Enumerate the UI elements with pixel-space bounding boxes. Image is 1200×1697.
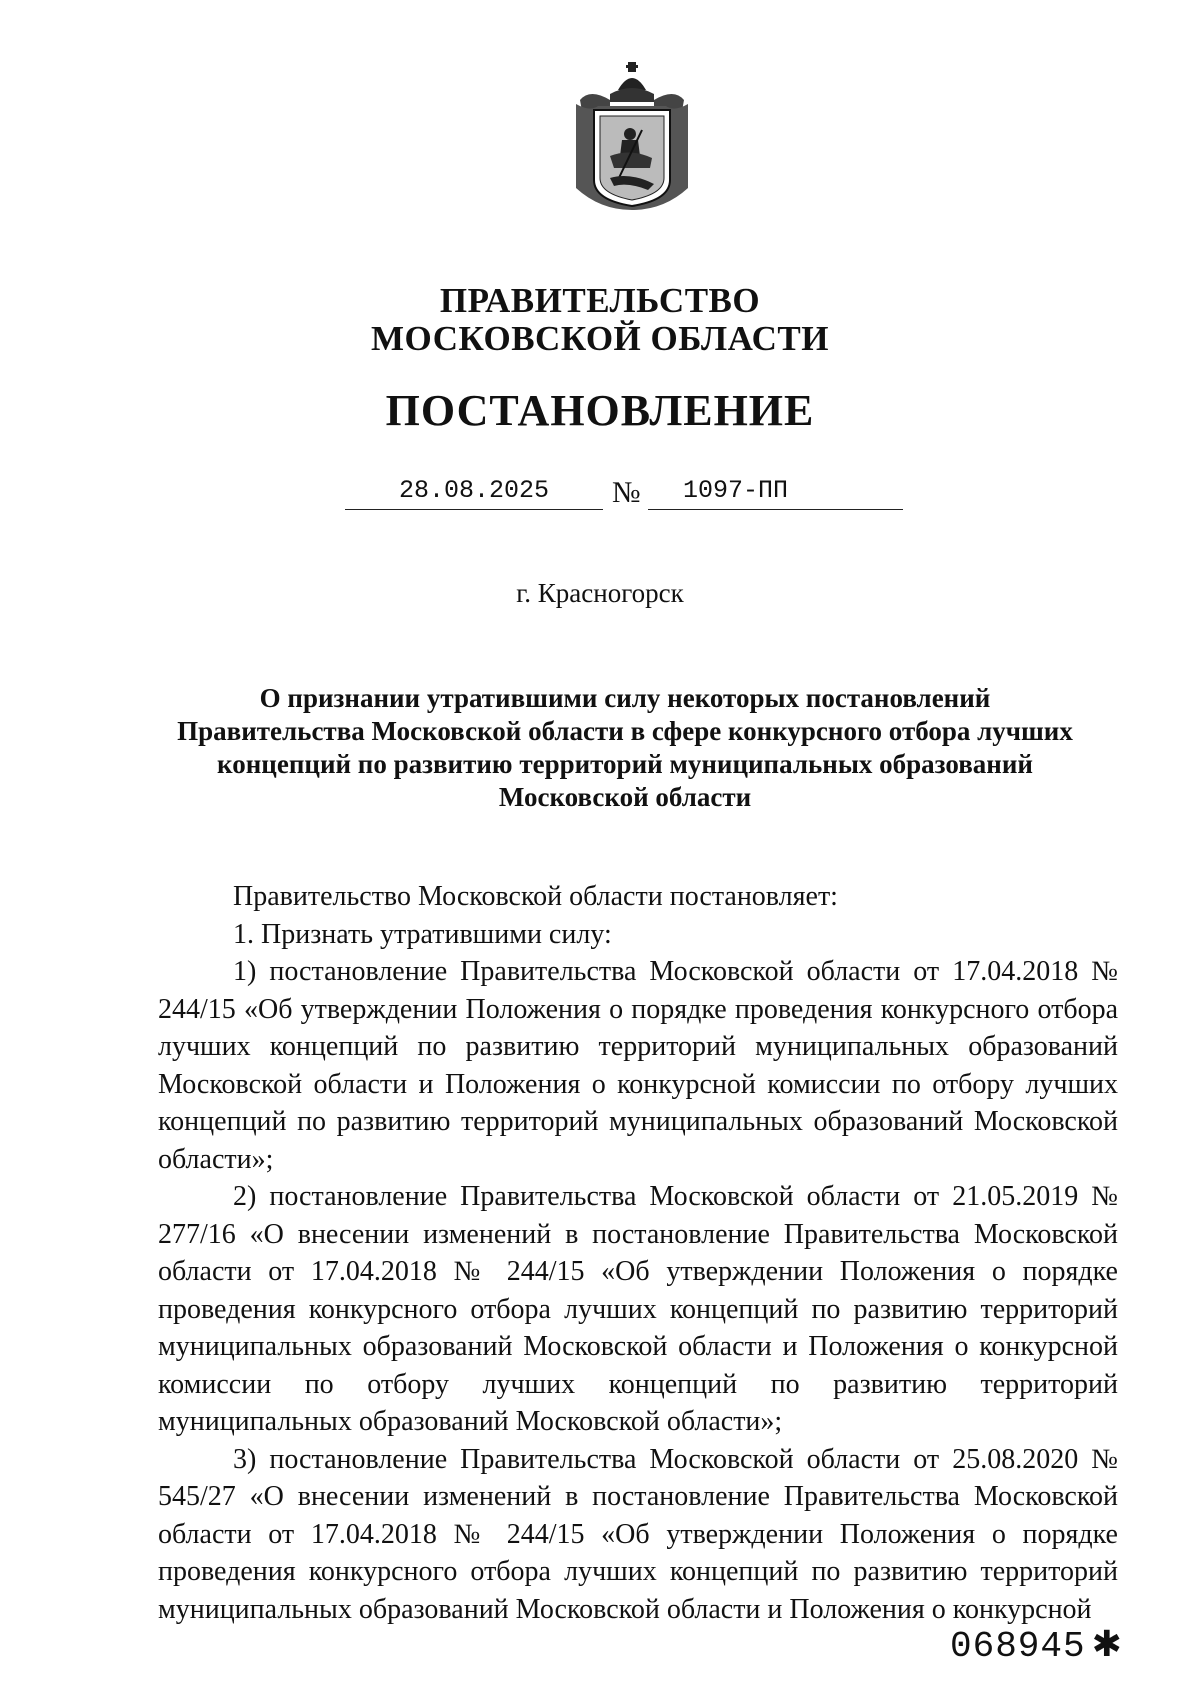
document-body [158,878,1118,1628]
serial-number [950,1624,1123,1667]
title-line: Правительства Московской области в сфере конкурсного отбора лучших [177,716,1073,746]
coat-of-arms-icon [570,60,694,212]
title-line: концепций по развитию территорий муниципальных образований [217,749,1033,779]
org-name-line2: МОСКОВСКОЙ ОБЛАСТИ [371,319,829,358]
document-title [160,682,1090,814]
item-1: 1. Признать утратившими силу: [233,918,612,950]
document-date: 28.08.2025 [345,476,603,510]
sub-item-3: 3) постановление Правительства Московской области от 25.08.2020 № 545/27 «О внесении изменений в постановление Правительства Московской области от 17.04.2018 № 244/15 «Об утверждении Положения о порядке проведения конкурсного отбора лучших концепций по развитию территорий муниципальных образований Московской области и Положения о конкурсной [158,1443,1118,1625]
title-line: Московской области [498,782,752,812]
date-number-line [0,476,1200,516]
document-number: 1097-ПП [648,476,903,510]
preamble: Правительство Московской области постановляет: [233,881,838,912]
org-name-line1: ПРАВИТЕЛЬСТВО [439,281,761,320]
sub-item-2: 2) постановление Правительства Московской области от 21.05.2019 № 277/16 «О внесении изменений в постановление Правительства Московской области от 17.04.2018 № 244/15 «Об утверждении Положения о порядке проведения конкурсного отбора лучших концепций по развитию территорий муниципальных образований Московской области и Положения о конкурсной комиссии по отбору лучших концепций по развитию территорий муниципальных образований Московской области»; [158,1181,1118,1437]
number-sign: № [612,476,641,509]
serial-digits: 068945 [950,1626,1086,1667]
asterisk-mark: ✱ [1091,1624,1123,1665]
city: г. Красногорск [516,578,684,608]
document-type: ПОСТАНОВЛЕНИЕ [385,386,815,435]
title-line: О признании утратившими силу некоторых постановлений [259,683,991,713]
sub-item-1: 1) постановление Правительства Московской области от 17.04.2018 № 244/15 «Об утверждении Положения о порядке проведения конкурсного отбора лучших концепций по развитию территорий муниципальных образований Московской области и Положения о конкурсной комиссии по отбору лучших концепций по развитию территорий муниципальных образований Московской области»; [158,956,1118,1175]
